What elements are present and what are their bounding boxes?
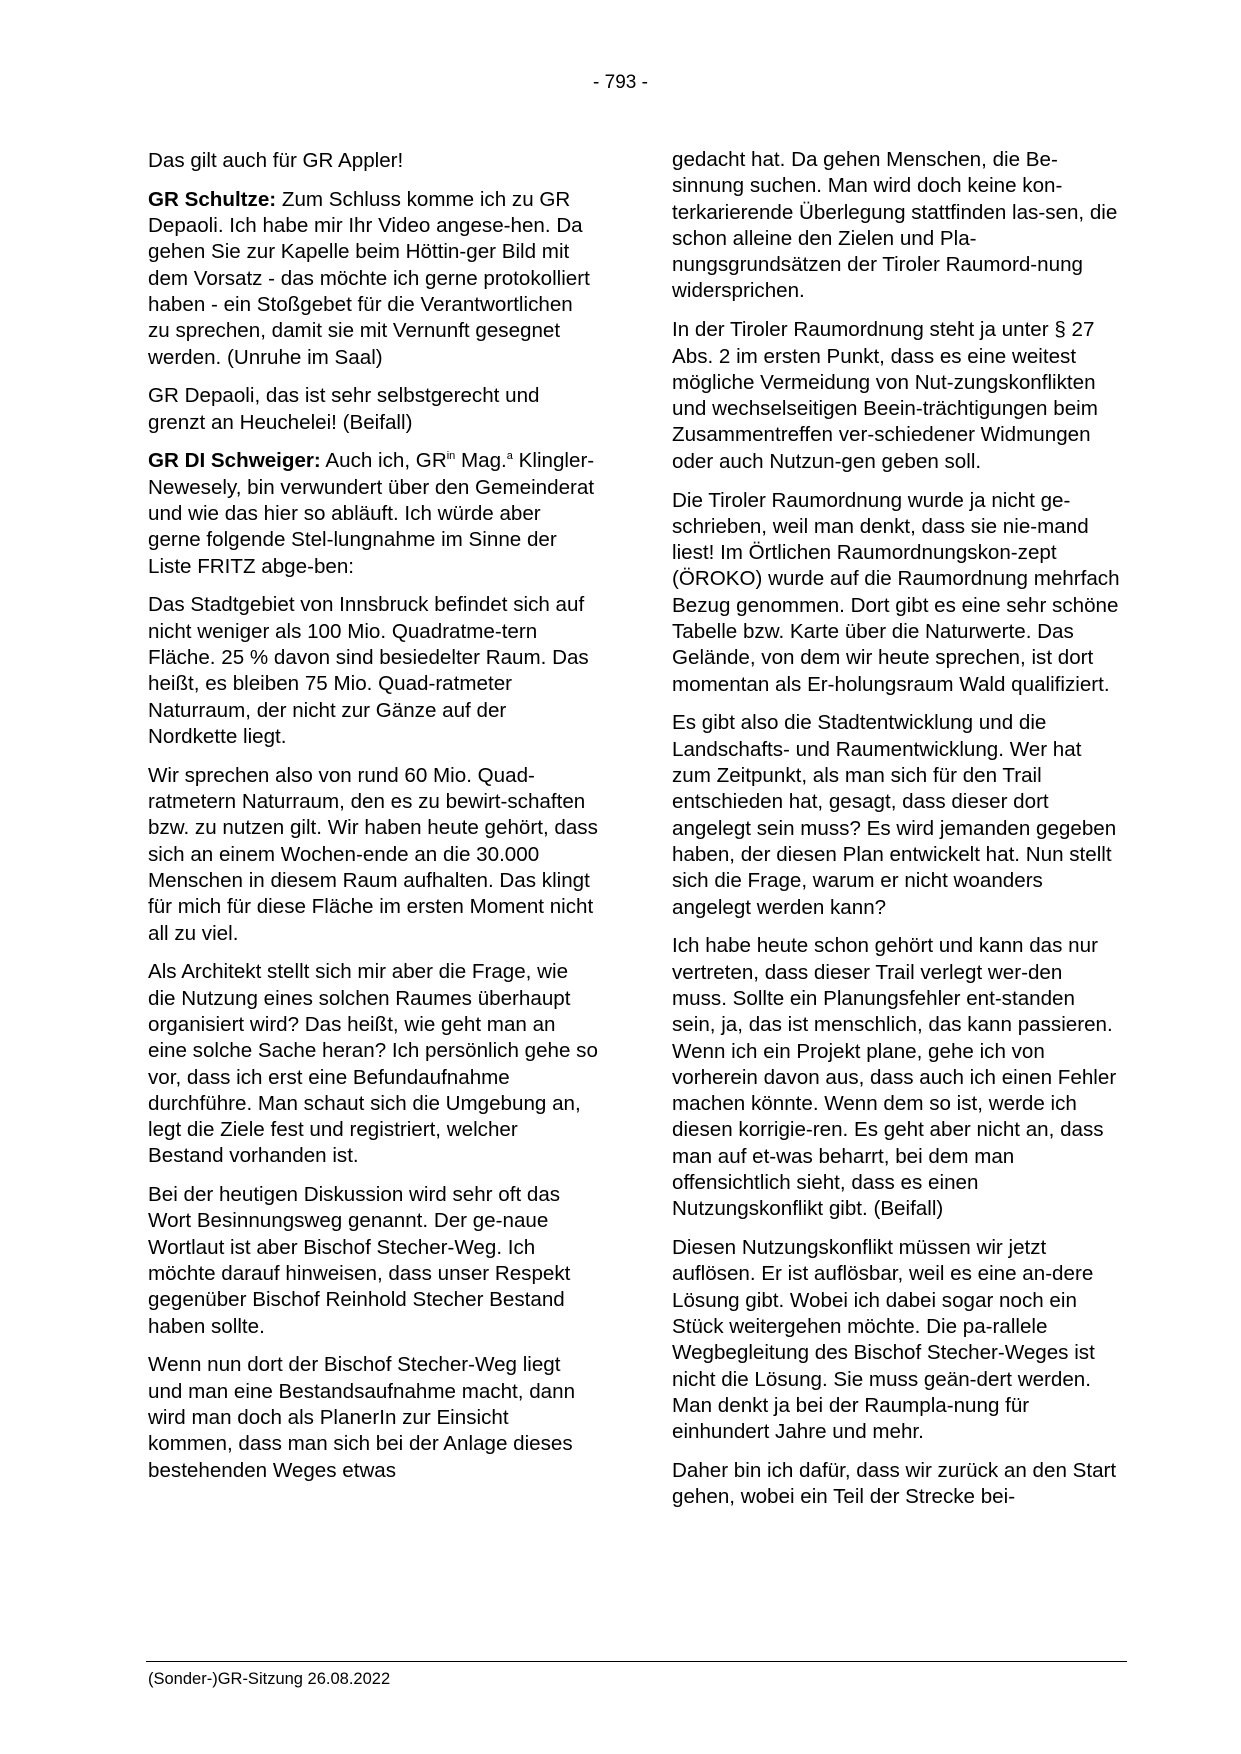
paragraph: Bei der heutigen Diskussion wird sehr oft das Wort Besinnungsweg genannt. Der ge-naue Wortlaut ist aber Bischof Stecher-Weg. Ich möchte darauf hinweisen, dass unser Respekt gegenüber Bischof Reinhold Stecher Bestand haben sollte. — [148, 1183, 571, 1338]
paragraph: GR Schultze: Zum Schluss komme ich zu GR Depaoli. Ich habe mir Ihr Video angese-hen. Da gehen Sie zur Kapelle beim Höttin-ger Bild mit dem Vorsatz - das möchte ich gerne protokolliert haben - ein Stoßgebet für die Verantwortlichen zu sprechen, damit sie mit Vernunft gesegnet werden. (Unruhe im Saal) — [148, 187, 590, 369]
paragraph: Das Stadtgebiet von Innsbruck befindet sich auf nicht weniger als 100 Mio. Quadratme-tern Fläche. 25 % davon sind besiedelter Raum. Das heißt, es bleiben 75 Mio. Quad-ratmeter Naturraum, der nicht zur Gänze auf der Nordkette liegt. — [148, 593, 589, 748]
paragraph: gedacht hat. Da gehen Menschen, die Be-sinnung suchen. Man wird doch keine kon-terkarierende Überlegung stattfinden las-sen, die schon alleine den Zielen und Pla-nungsgrundsätzen der Tiroler Raumord-nung widersprichen. — [672, 148, 1118, 303]
right-column — [672, 148, 1122, 1523]
speaker-name: GR DI Schweiger: — [148, 449, 321, 473]
paragraph: Das gilt auch für GR Appler! — [148, 149, 404, 172]
footer-session-label: (Sonder-)GR-Sitzung 26.08.2022 — [148, 1670, 391, 1688]
footer-divider — [146, 1661, 1127, 1662]
paragraph: Wir sprechen also von rund 60 Mio. Quad-ratmetern Naturraum, den es zu bewirt-schaften bzw. zu nutzen gilt. Wir haben heute gehört, dass sich an einem Wochen-ende an die 30.000 Menschen in diesem Raum aufhalten. Das klingt für mich für diese Fläche im ersten Moment nicht all zu viel. — [148, 763, 598, 945]
paragraph: Diesen Nutzungskonflikt müssen wir jetzt auflösen. Er ist auflösbar, weil es eine an-dere Lösung gibt. Wobei ich dabei sogar noch ein Stück weitergehen möchte. Die pa-rallele Wegbegleitung des Bischof Stecher-Weges ist nicht die Lösung. Sie muss geän-dert werden. Man denkt ja bei der Raumpla-nung für einhundert Jahre und mehr. — [672, 1236, 1095, 1444]
paragraph: Daher bin ich dafür, dass wir zurück an den Start gehen, wobei ein Teil der Strecke bei- — [672, 1458, 1117, 1509]
paragraph: Wenn nun dort der Bischof Stecher-Weg liegt und man eine Bestandsaufnahme macht, dann wird man doch als PlanerIn zur Einsicht kommen, dass man sich bei der Anlage dieses bestehenden Weges etwas — [148, 1353, 576, 1482]
paragraph: In der Tiroler Raumordnung steht ja unter § 27 Abs. 2 im ersten Punkt, dass es eine weitest mögliche Vermeidung von Nut-zungskonflikten und wechselseitigen Beein-trächtigungen beim Zusammentreffen ver-schiedener Widmungen oder auch Nutzun-gen geben soll. — [672, 318, 1098, 473]
paragraph: Ich habe heute schon gehört und kann das nur vertreten, dass dieser Trail verlegt wer-den muss. Sollte ein Planungsfehler ent-standen sein, ja, das ist menschlich, das kann passieren. Wenn ich ein Projekt plane, gehe ich von vorherein davon aus, dass auch ich einen Fehler machen könnte. Wenn dem so ist, werde ich diesen korrigie-ren. Es geht aber nicht an, dass man auf et-was beharrt, bei dem man offensichtlich sieht, dass es einen Nutzungskonflikt gibt. (Beifall) — [672, 934, 1117, 1221]
page-number: - 793 - — [593, 72, 648, 93]
speaker-name: GR Schultze: — [148, 187, 277, 211]
paragraph: Als Architekt stellt sich mir aber die Frage, wie die Nutzung eines solchen Raumes überhaupt organisiert wird? Das heißt, wie geht man an eine solche Sache heran? Ich persönlich gehe so vor, dass ich erst eine Befundaufnahme durchführe. Man schaut sich die Umgebung an, legt die Ziele fest und registriert, welcher Bestand vorhanden ist. — [148, 960, 598, 1168]
paragraph: GR Depaoli, das ist sehr selbstgerecht und grenzt an Heuchelei! (Beifall) — [148, 384, 540, 434]
left-column — [148, 148, 598, 1496]
paragraph: Es gibt also die Stadtentwicklung und die Landschafts- und Raumentwicklung. Wer hat zum Zeitpunkt, als man sich für den Trail entschieden hat, gesagt, dass dieser dort angelegt sein muss? Es wird jemanden gegeben haben, der diesen Plan entwickelt hat. Nun stellt sich die Frage, warum er nicht woanders angelegt werden kann? — [672, 711, 1117, 919]
paragraph: Die Tiroler Raumordnung wurde ja nicht ge-schrieben, weil man denkt, dass sie nie-mand liest! Im Örtlichen Raumordnungskon-zept (ÖROKO) wurde auf die Raumordnung mehrfach Bezug genommen. Dort gibt es eine sehr schöne Tabelle bzw. Karte über die Naturwerte. Das Gelände, von dem wir heute sprechen, ist dort momentan als Er-holungsraum Wald qualifiziert. — [672, 488, 1120, 696]
paragraph: GR DI Schweiger: Auch ich, $GR^{in}$ Mag.$^a$ Klingler-Newesely, bin verwundert über den Gemeinderat und wie das hier so abläuft. Ich würde aber gerne folgende Stel-lungnahme im Sinne der Liste FRITZ abge-ben: — [148, 449, 595, 578]
